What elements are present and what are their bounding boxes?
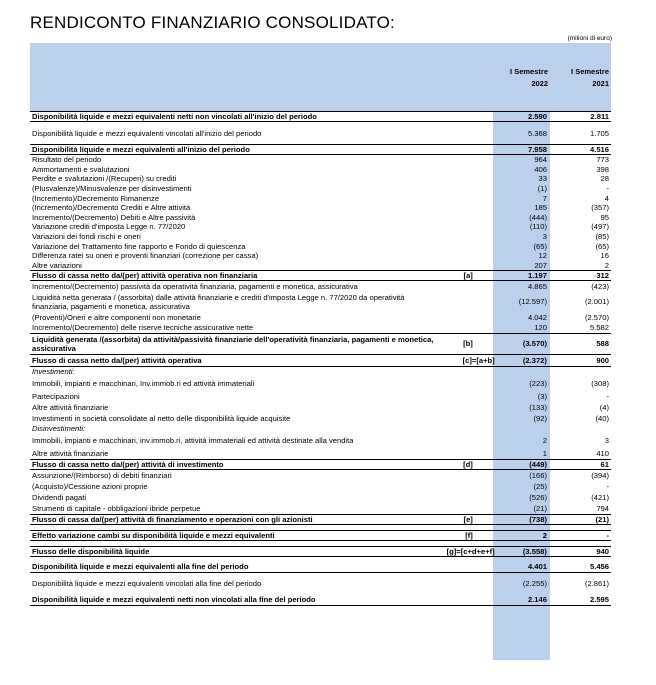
table-row <box>30 213 611 223</box>
value-2021: (40) <box>595 413 609 423</box>
value-2021: 5.582 <box>589 323 609 333</box>
value-2022: 12 <box>538 251 547 261</box>
table-row <box>30 261 611 271</box>
row-reference: [e] <box>463 514 473 524</box>
value-2021: 28 <box>600 174 609 184</box>
table-row <box>30 391 611 402</box>
value-2021: 940 <box>596 546 610 556</box>
table-row <box>30 413 611 424</box>
value-2022: 7.958 <box>527 145 547 154</box>
row-label: Disinvestimenti: <box>32 424 86 434</box>
value-2021: 410 <box>596 448 609 458</box>
table-row <box>30 241 611 251</box>
value-2022: (12.597) <box>518 297 547 307</box>
value-2022: 2.146 <box>527 595 547 605</box>
value-2022: (738) <box>529 514 547 524</box>
table-row <box>30 503 611 514</box>
table-row <box>30 251 611 261</box>
row-label: Disponibilità liquide e mezzi equivalenti vincolati alla fine del periodo <box>32 579 262 589</box>
value-2022: (65) <box>533 241 547 251</box>
value-2022: (21) <box>533 503 547 513</box>
value-2021: (85) <box>595 232 609 242</box>
row-label: Flusso di cassa netto da/(per) attività di investimento <box>32 459 224 469</box>
value-2022: (92) <box>533 413 547 423</box>
row-label: Incremento/(Decremento) delle riserve tecniche assicurative nette <box>32 323 254 333</box>
row-label: (Incremento)/Decremento Rimanenze <box>32 193 160 203</box>
value-2022: (1) <box>537 184 547 194</box>
row-label: Dividendi pagati <box>32 492 87 502</box>
table-row <box>30 312 611 323</box>
value-2022: (3.570) <box>522 339 547 349</box>
value-2022: 33 <box>538 174 547 184</box>
table-row <box>30 323 611 333</box>
table-row <box>30 355 611 367</box>
row-label: (Plusvalenze)/Minusvalenze per disinvestimenti <box>32 184 192 194</box>
row-label: (Acquisto)/Cessione azioni proprie <box>32 481 148 491</box>
column-header-2022: I Semestre 2022 <box>510 67 548 88</box>
value-2022: 185 <box>534 203 547 213</box>
value-2021: 588 <box>596 339 609 349</box>
value-2022: 4.865 <box>527 281 547 291</box>
table-row <box>30 578 611 590</box>
value-2021: (2.570) <box>584 313 609 323</box>
value-2021: 2.811 <box>590 112 609 121</box>
table-row <box>30 424 611 434</box>
table-row <box>30 144 611 155</box>
value-2021: 5.456 <box>589 562 609 572</box>
row-reference: [c]=[a+b] <box>462 355 495 365</box>
row-label: (Proventi)/Oneri e altre componenti non monetarie <box>32 313 201 323</box>
table-row <box>30 222 611 232</box>
table-row <box>30 232 611 242</box>
value-2021: 2 <box>604 260 609 270</box>
row-reference: [a] <box>463 271 473 281</box>
row-label: Incremento/(Decremento) Debiti e Altre passività <box>32 212 196 222</box>
value-2021: 4 <box>604 193 609 203</box>
row-label: Flusso di cassa da/(per) attività di finanziamento e operazioni con gli azionisti <box>32 514 313 524</box>
row-label: Immobili, impianti e macchinari, inv.immob.ri, attività immateriali ed attività destinate alla vendita <box>32 436 354 446</box>
table-row <box>30 459 611 470</box>
row-label: Strumenti di capitale - obbligazioni ibride perpetue <box>32 503 201 513</box>
table-row <box>30 514 611 525</box>
value-2021: 16 <box>600 251 609 261</box>
table-row <box>30 174 611 184</box>
row-label: Disponibilità liquide e mezzi equivalenti netti non vincolati all'inizio del periodo <box>32 112 317 121</box>
value-2022: 207 <box>534 260 547 270</box>
value-2021: 312 <box>596 271 609 281</box>
value-2021: 95 <box>600 212 609 222</box>
value-2022: (223) <box>529 379 547 389</box>
table-row <box>30 291 611 312</box>
table-row <box>30 481 611 492</box>
row-label: Incremento/(Decremento) passività da operatività finanziaria, pagamenti e monetica, assicurativa <box>32 281 358 291</box>
row-label: Effetto variazione cambi su disponibilità liquide e mezzi equivalenti <box>32 530 275 540</box>
value-2022: 120 <box>534 323 547 333</box>
value-2021: (357) <box>591 203 609 213</box>
row-label: Variazione del Trattamento fine rapporto e Fondo di quiescenza <box>32 241 246 251</box>
row-label: Flusso di cassa netto da/(per) attività operativa <box>32 355 202 365</box>
value-2021: (21) <box>595 514 609 524</box>
table-row <box>30 470 611 481</box>
table-row <box>30 270 611 281</box>
value-2021: (423) <box>591 281 609 291</box>
row-label: Altre variazioni <box>32 260 82 270</box>
row-label: Flusso di cassa netto da/(per) attività operativa non finanziaria <box>32 271 258 281</box>
row-label: Differenza ratei su oneri e proventi finanziari (correzione per cassa) <box>32 251 259 261</box>
value-2022: (133) <box>529 402 547 412</box>
value-2022: (449) <box>529 459 547 469</box>
unit-label: (milioni di euro) <box>567 35 612 42</box>
value-2021: (421) <box>591 492 609 502</box>
row-label: Flusso delle disponibilità liquide <box>32 546 150 556</box>
value-2022: (2.372) <box>522 355 547 365</box>
row-label: Variazione crediti d'imposta Legge n. 77/2020 <box>32 222 186 232</box>
value-2022: 964 <box>534 155 547 165</box>
table-row <box>30 333 611 355</box>
value-2021: 3 <box>604 436 609 446</box>
value-2021: - <box>606 184 609 194</box>
value-2022: (444) <box>529 212 547 222</box>
table-row <box>30 127 611 139</box>
row-label: Disponibilità liquide e mezzi equivalenti vincolati all'inizio del periodo <box>32 128 262 138</box>
row-label: Assunzione/(Rimborso) di debiti finanziari <box>32 470 172 480</box>
table-row <box>30 492 611 503</box>
value-2022: (3.558) <box>522 546 547 556</box>
table-row <box>30 595 611 606</box>
table-row <box>30 562 611 573</box>
value-2021: 398 <box>596 164 609 174</box>
value-2021: (2.861) <box>584 579 609 589</box>
value-2021: (4) <box>599 402 609 412</box>
value-2021: 900 <box>596 355 610 365</box>
page-title: RENDICONTO FINANZIARIO CONSOLIDATO: <box>30 13 395 32</box>
table-row <box>30 377 611 391</box>
column-header-2021: I Semestre 2021 <box>571 67 609 88</box>
value-2022: (110) <box>529 222 547 232</box>
value-2022: (166) <box>529 470 547 480</box>
value-2022: 2 <box>542 436 547 446</box>
value-2022: 4.401 <box>527 562 547 572</box>
table-row <box>30 203 611 213</box>
row-label: Perdite e svalutazioni /(Recuperi) su crediti <box>32 174 177 184</box>
table-row <box>30 367 611 377</box>
value-2021: (394) <box>591 470 609 480</box>
value-2021: (308) <box>591 379 609 389</box>
value-2022: 4.042 <box>527 313 547 323</box>
row-label: Partecipazioni <box>32 391 80 401</box>
row-reference: [f] <box>465 530 473 540</box>
row-label: Immobili, impianti e macchinari, Inv.immob.ri ed attività immateriali <box>32 379 255 389</box>
row-label: Investimenti in società consolidate al netto delle disponibilità liquide acquisite <box>32 413 291 423</box>
table-row <box>30 281 611 291</box>
row-reference: [g]=[c+d+e+f] <box>446 546 495 556</box>
row-label: Liquidità generata /(assorbita) da attività/passività finanziarie dell'operatività finanziaria, pagamenti e monetica, assicurativa <box>32 334 434 353</box>
value-2021: - <box>606 391 609 401</box>
table-row <box>30 402 611 413</box>
value-2022: 1 <box>542 448 547 458</box>
row-reference: [d] <box>463 459 473 469</box>
row-label: Disponibilità liquide e mezzi equivalenti all'inizio del periodo <box>32 145 250 154</box>
cash-flow-table <box>30 111 611 606</box>
value-2022: 2.590 <box>527 112 547 121</box>
value-2022: (3) <box>537 391 547 401</box>
value-2022: 2 <box>542 530 547 540</box>
value-2021: 2.595 <box>589 595 609 605</box>
value-2022: 406 <box>534 164 547 174</box>
table-row <box>30 111 611 122</box>
row-label: Altre attività finanziarie <box>32 448 109 458</box>
row-label: Disponibilità liquide e mezzi equivalenti alla fine del periodo <box>32 562 249 572</box>
row-label: Variazioni dei fondi rischi e oneri <box>32 232 141 242</box>
value-2021: (65) <box>595 241 609 251</box>
value-2022: (526) <box>529 492 547 502</box>
table-row <box>30 434 611 448</box>
table-row <box>30 184 611 194</box>
value-2021: (497) <box>591 222 609 232</box>
table-row <box>30 448 611 459</box>
value-2021: 794 <box>596 503 609 513</box>
row-label: (Incremento)/Decremento Crediti e Altre attività <box>32 203 191 213</box>
row-label: Liquidità netta generata / (assorbita) dalle attività finanziarie e crediti d'imposta Legge n. 77/2020 da operatività finanziaria, pagamenti e monetica, assicurativa <box>32 292 405 311</box>
value-2022: 7 <box>542 193 547 203</box>
row-label: Ammortamenti e svalutazioni <box>32 164 130 174</box>
value-2021: 61 <box>600 459 609 469</box>
value-2022: 5.368 <box>527 128 547 138</box>
table-row <box>30 155 611 165</box>
row-reference: [b] <box>463 339 473 349</box>
value-2021: (2.001) <box>584 297 609 307</box>
row-label: Risultato del periodo <box>32 155 102 165</box>
value-2022: 3 <box>542 232 547 242</box>
row-label: Disponibilità liquide e mezzi equivalenti netti non vincolati alla fine del periodo <box>32 595 316 605</box>
table-row <box>30 546 611 557</box>
table-row <box>30 165 611 175</box>
row-label: Altre attività finanziarie <box>32 402 109 412</box>
row-label: Investimenti: <box>32 367 75 377</box>
table-row <box>30 530 611 541</box>
value-2021: 1.705 <box>589 128 609 138</box>
value-2022: 1.197 <box>527 271 547 281</box>
table-row <box>30 193 611 203</box>
value-2021: 773 <box>596 155 609 165</box>
value-2021: - <box>606 481 609 491</box>
value-2022: (2.255) <box>522 579 547 589</box>
value-2021: - <box>606 530 609 540</box>
value-2021: 4.516 <box>589 145 609 154</box>
value-2022: (25) <box>533 481 547 491</box>
